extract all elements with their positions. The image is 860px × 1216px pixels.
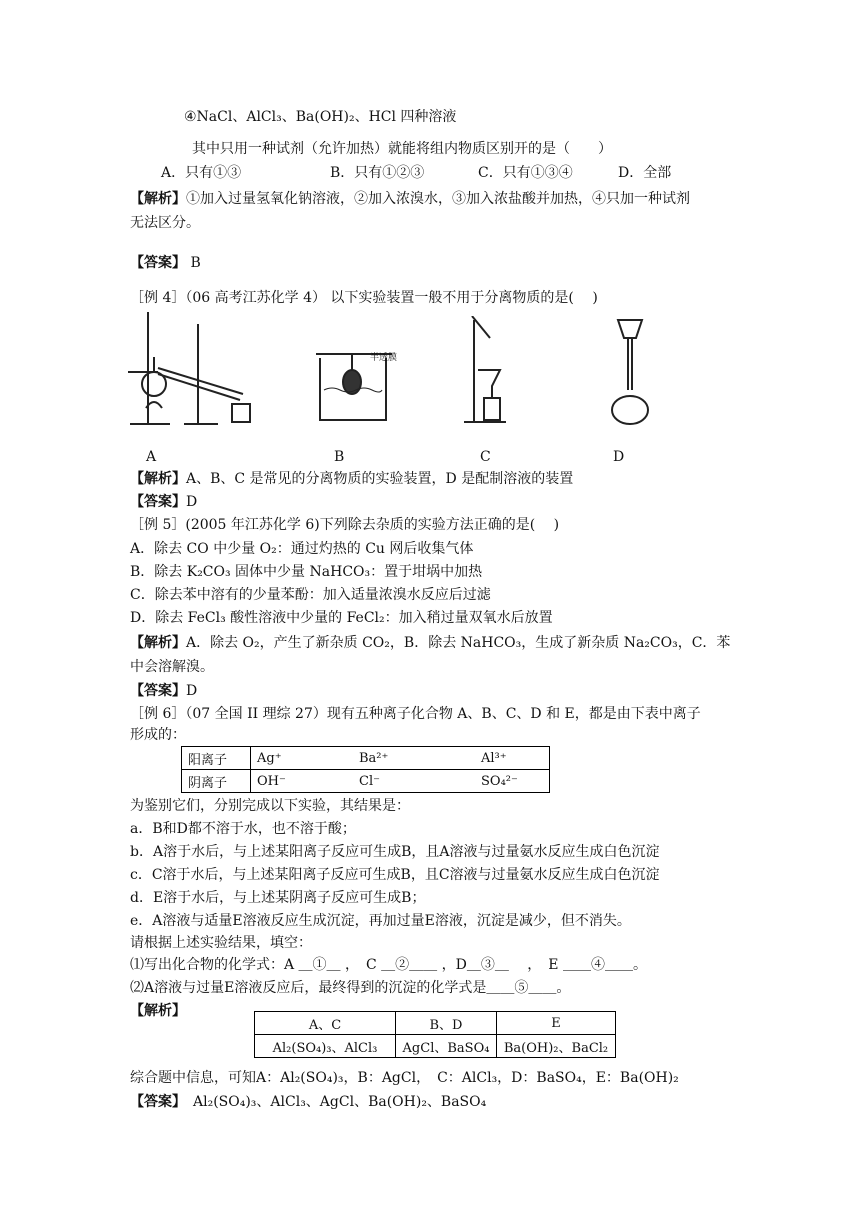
volumetric-flask bbox=[604, 318, 654, 430]
ex5-option-a: A．除去 CO 中少量 O₂：通过灼热的 Cu 网后收集气体 bbox=[130, 541, 474, 557]
ex6-step-a: a．B和D都不溶于水，也不溶于酸； bbox=[130, 821, 356, 837]
analysis-label: 【解析】 bbox=[130, 471, 186, 487]
ex5-option-b: B．除去 K₂CO₃ 固体中少量 NaHCO₃：置于坩埚中加热 bbox=[130, 564, 483, 580]
ex5-analysis-line1 bbox=[130, 633, 730, 653]
table-cell: 阴离子 bbox=[182, 770, 251, 793]
answer-value: D bbox=[186, 494, 198, 510]
ex5-option-d: D．除去 FeCl₃ 酸性溶液中少量的 FeCl₂：加入稍过量双氧水后放置 bbox=[130, 610, 553, 626]
answer-line bbox=[130, 253, 201, 273]
ex6-answer bbox=[130, 1092, 486, 1112]
analysis-label: 【解析】 bbox=[130, 635, 186, 651]
question-text: 其中只用一种试剂（允许加热）就能将组内物质区别开的是（ ） bbox=[192, 141, 612, 157]
table-cell: Al³⁺ bbox=[475, 747, 550, 770]
ex6-question2: ⑵A溶液与过量E溶液反应后，最终得到的沉淀的化学式是＿＿⑤＿＿。 bbox=[130, 980, 571, 996]
figure-label-b: B bbox=[334, 449, 345, 465]
ex4-answer bbox=[130, 492, 197, 512]
answer-label: 【答案】 bbox=[130, 255, 186, 271]
option-b: B．只有①②③ bbox=[330, 165, 425, 181]
table-cell: Cl⁻ bbox=[353, 770, 475, 793]
answer-label: 【答案】 bbox=[130, 683, 186, 699]
answer-table bbox=[254, 1011, 616, 1058]
table-cell: Al₂(SO₄)₃、AlCl₃ bbox=[255, 1035, 396, 1058]
table-cell: OH⁻ bbox=[251, 770, 354, 793]
answer-label: 【答案】 bbox=[130, 1094, 179, 1110]
ex5-answer bbox=[130, 681, 197, 701]
table-cell: E bbox=[497, 1012, 616, 1035]
analysis-label: 【解析】 bbox=[130, 191, 186, 207]
figure-label-d: D bbox=[613, 449, 625, 465]
example5-title: ［例 5］(2005 年江苏化学 6)下列除去杂质的实验方法正确的是( ) bbox=[130, 517, 560, 533]
ex4-analysis bbox=[130, 469, 573, 489]
ex6-step-e: e．A溶液与适量E溶液反应生成沉淀，再加过量E溶液，沉淀是减少，但不消失。 bbox=[130, 913, 631, 929]
table-cell: AgCl、BaSO₄ bbox=[396, 1035, 497, 1058]
option-d: D．全部 bbox=[618, 165, 672, 181]
table-cell: Ag⁺ bbox=[251, 747, 354, 770]
ex6-step-d: d．E溶于水后，与上述某阴离子反应可生成B； bbox=[130, 890, 426, 906]
ex5-option-c: C．除去苯中溶有的少量苯酚：加入适量浓溴水反应后过滤 bbox=[130, 587, 491, 603]
table-cell: SO₄²⁻ bbox=[475, 770, 550, 793]
analysis-line2: 无法区分。 bbox=[130, 215, 200, 231]
ex5-analysis-line2: 中会溶解溴。 bbox=[130, 659, 214, 675]
figure-label-a: A bbox=[146, 449, 157, 465]
example6-title: ［例 6］（07 全国 II 理综 27）现有五种离子化合物 A、B、C、D 和 E，都是由下表中离子 bbox=[130, 706, 701, 722]
ex6-intro: 为鉴别它们，分别完成以下实验，其结果是： bbox=[130, 798, 410, 814]
item-4: ④NaCl、AlCl₃、Ba(OH)₂、HCl 四种溶液 bbox=[184, 109, 457, 125]
example4-title: ［例 4］（06 高考江苏化学 4） 以下实验装置一般不用于分离物质的是( ) bbox=[130, 290, 598, 306]
analysis-text: A．除去 O₂，产生了新杂质 CO₂，B．除去 NaHCO₃，生成了新杂质 Na₂CO₃，C．苯 bbox=[186, 635, 731, 651]
answer-value: B bbox=[190, 255, 201, 271]
table-cell: A、C bbox=[255, 1012, 396, 1035]
table-cell: 阳离子 bbox=[182, 747, 251, 770]
ex6-summary: 综合题中信息，可知A：Al₂(SO₄)₃，B：AgCl， C：AlCl₃，D：BaSO₄，E：Ba(OH)₂ bbox=[130, 1070, 679, 1086]
table-row bbox=[182, 770, 550, 793]
answer-label: 【答案】 bbox=[130, 494, 186, 510]
option-c: C．只有①③④ bbox=[478, 165, 573, 181]
ex6-step-b: b．A溶于水后，与上述某阳离子反应可生成B，且A溶液与过量氨水反应生成白色沉淀 bbox=[130, 844, 660, 860]
table-cell: B、D bbox=[396, 1012, 497, 1035]
ex6-fill: 请根据上述实验结果，填空： bbox=[130, 935, 312, 951]
ion-table bbox=[181, 746, 550, 793]
table-row bbox=[255, 1012, 616, 1035]
analysis-text: ①加入过量氢氧化钠溶液，②加入浓溴水，③加入浓盐酸并加热，④只加一种试剂 bbox=[186, 191, 690, 207]
ex6-analysis-label: 【解析】 bbox=[130, 1003, 186, 1019]
membrane-label: 半透膜 bbox=[370, 353, 398, 363]
option-a: A．只有①③ bbox=[161, 165, 242, 181]
answer-value: D bbox=[186, 683, 198, 699]
distillation-apparatus bbox=[128, 312, 258, 430]
table-row bbox=[182, 747, 550, 770]
table-cell: Ba(OH)₂、BaCl₂ bbox=[497, 1035, 616, 1058]
answer-value: Al₂(SO₄)₃、AlCl₃、AgCl、Ba(OH)₂、BaSO₄ bbox=[193, 1094, 487, 1110]
analysis-line1 bbox=[130, 189, 690, 209]
filtration-apparatus bbox=[462, 316, 512, 428]
example6-title-cont: 形成的： bbox=[130, 727, 186, 743]
ex6-question1: ⑴写出化合物的化学式：A ＿①＿ ， C ＿②＿＿ ，D＿③＿ ， E ＿＿④＿＿。 bbox=[130, 957, 647, 973]
table-cell: Ba²⁺ bbox=[353, 747, 475, 770]
table-row bbox=[255, 1035, 616, 1058]
figure-label-c: C bbox=[480, 449, 491, 465]
ex6-step-c: c．C溶于水后，与上述某阳离子反应可生成B，且C溶液与过量氨水反应生成白色沉淀 bbox=[130, 867, 660, 883]
analysis-text: A、B、C 是常见的分离物质的实验装置，D 是配制溶液的装置 bbox=[186, 471, 574, 487]
